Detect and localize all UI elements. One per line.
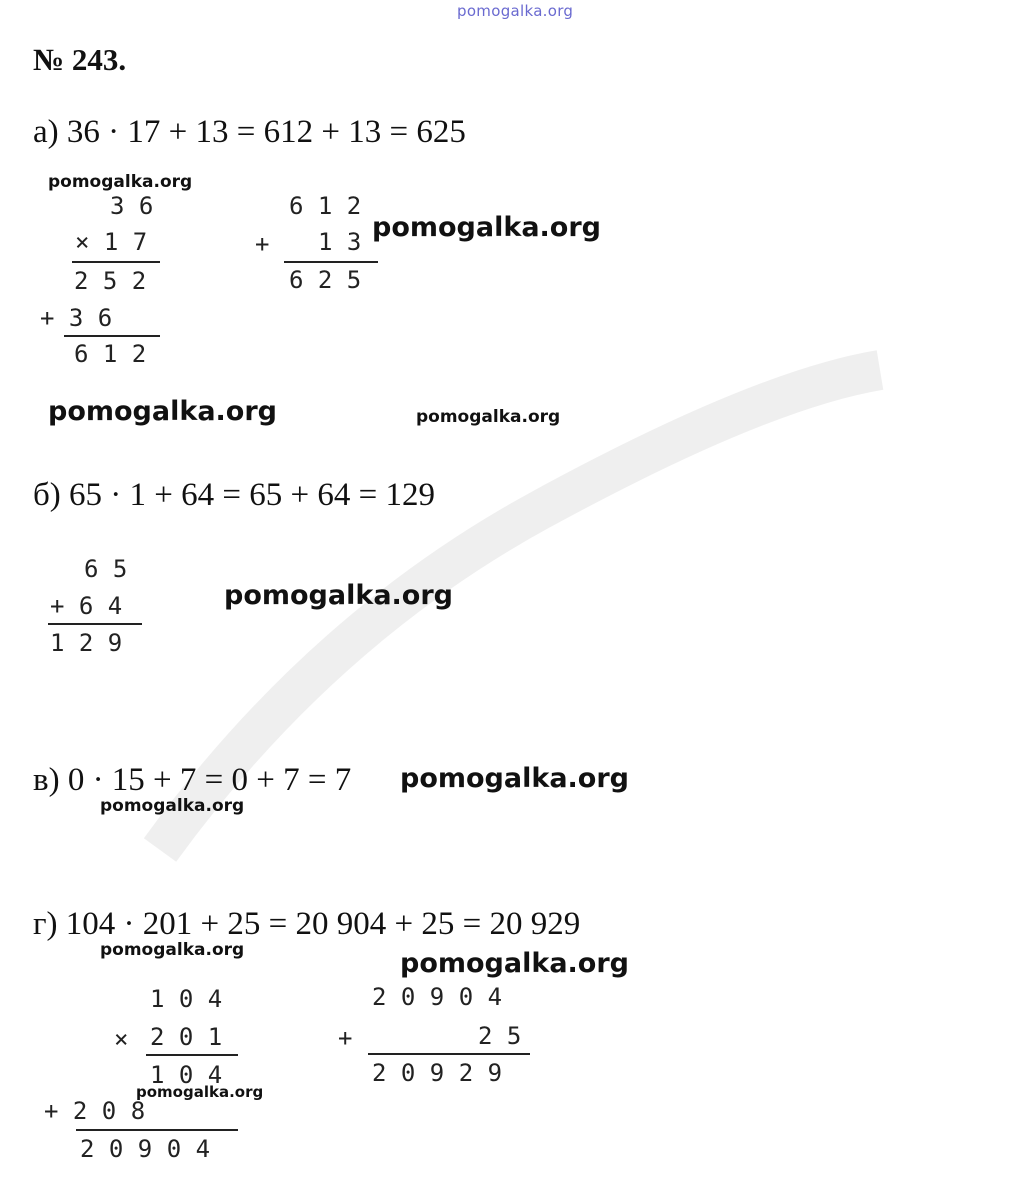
g-mul-row1: 1 0 4 <box>150 985 223 1013</box>
equation-g: г) 104 · 201 + 25 = 20 904 + 25 = 20 929 <box>33 906 581 942</box>
a-mul-line1 <box>72 261 160 263</box>
g-add-row2: 2 5 <box>478 1022 522 1050</box>
watermark-label: pomogalka.org <box>136 1083 264 1101</box>
a-add-row2: 1 3 <box>318 228 362 256</box>
b-add-line <box>48 623 142 625</box>
g-add-line <box>368 1053 530 1055</box>
g-add-sign: + <box>338 1024 353 1052</box>
g-mul-sign: × <box>114 1025 129 1053</box>
equation-b: б) 65 · 1 + 64 = 65 + 64 = 129 <box>33 477 435 513</box>
g-mul-row4: + 2 0 8 <box>44 1097 146 1125</box>
equation-v: в) 0 · 15 + 7 = 0 + 7 = 7 <box>33 762 352 798</box>
g-add-row3: 2 0 9 2 9 <box>372 1059 503 1087</box>
b-add-row3: 1 2 9 <box>50 629 123 657</box>
equation-a: а) 36 · 17 + 13 = 612 + 13 = 625 <box>33 114 466 150</box>
b-add-row2: + 6 4 <box>50 592 123 620</box>
watermark-label: pomogalka.org <box>400 763 629 794</box>
watermark-label: pomogalka.org <box>100 796 245 816</box>
watermark-label: pomogalka.org <box>48 172 193 192</box>
g-add-row1: 2 0 9 0 4 <box>372 983 503 1011</box>
watermark-label: pomogalka.org <box>48 396 277 427</box>
watermark-label: pomogalka.org <box>400 948 629 979</box>
g-mul-row5: 2 0 9 0 4 <box>80 1135 211 1163</box>
g-mul-line1 <box>146 1054 238 1056</box>
watermark-label: pomogalka.org <box>416 407 561 427</box>
watermark-top: pomogalka.org <box>457 2 574 20</box>
a-add-row1: 6 1 2 <box>289 192 362 220</box>
problem-number: № 243. <box>33 42 127 77</box>
a-mul-line2 <box>64 335 160 337</box>
a-mul-row4: + 3 6 <box>40 304 113 332</box>
a-add-row3: 6 2 5 <box>289 266 362 294</box>
a-mul-row3: 2 5 2 <box>74 267 147 295</box>
a-mul-row5: 6 1 2 <box>74 340 147 368</box>
watermark-label: pomogalka.org <box>372 212 601 243</box>
g-mul-row3: 1 0 4 <box>150 1061 223 1089</box>
a-mul-row1: 3 6 <box>110 192 154 220</box>
g-mul-line2 <box>76 1129 238 1131</box>
a-mul-row2: × 1 7 <box>75 228 148 256</box>
g-mul-row2: 2 0 1 <box>150 1023 223 1051</box>
watermark-label: pomogalka.org <box>100 940 245 960</box>
b-add-row1: 6 5 <box>84 555 128 583</box>
watermark-label: pomogalka.org <box>224 580 453 611</box>
a-add-line <box>284 261 378 263</box>
a-add-sign: + <box>255 230 270 258</box>
